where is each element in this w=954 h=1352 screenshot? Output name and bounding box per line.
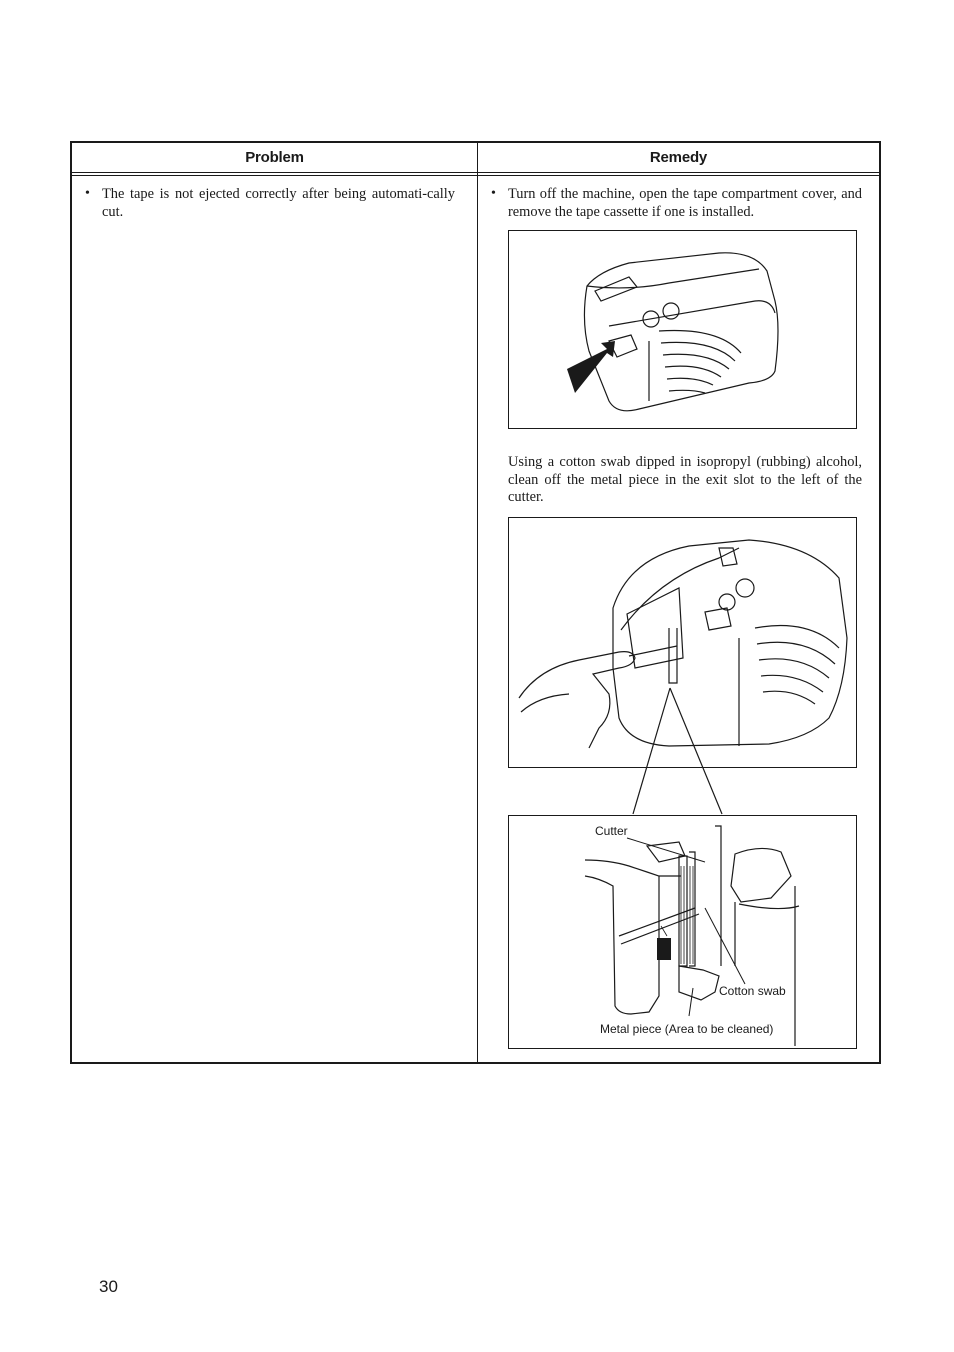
- cotton-swab-label: Cotton swab: [719, 984, 786, 998]
- bullet-icon: •: [491, 186, 496, 201]
- problem-column-header: Problem: [245, 149, 304, 166]
- remedy-step-2: Using a cotton swab dipped in isopropyl (rubbing) alcohol, clean off the metal piece in the exit slot to the left of the cutter.: [508, 454, 862, 505]
- metal-piece-label: Metal piece (Area to be cleaned): [600, 1022, 774, 1036]
- page-number: 30: [99, 1277, 118, 1296]
- cutter-label: Cutter: [595, 824, 628, 838]
- remedy-column-header: Remedy: [649, 149, 708, 166]
- remedy-step-1: Turn off the machine, open the tape compartment cover, and remove the tape cassette if one is installed.: [508, 186, 862, 220]
- bullet-icon: •: [85, 186, 90, 201]
- problem-text: The tape is not ejected correctly after being automati-cally cut.: [102, 186, 455, 220]
